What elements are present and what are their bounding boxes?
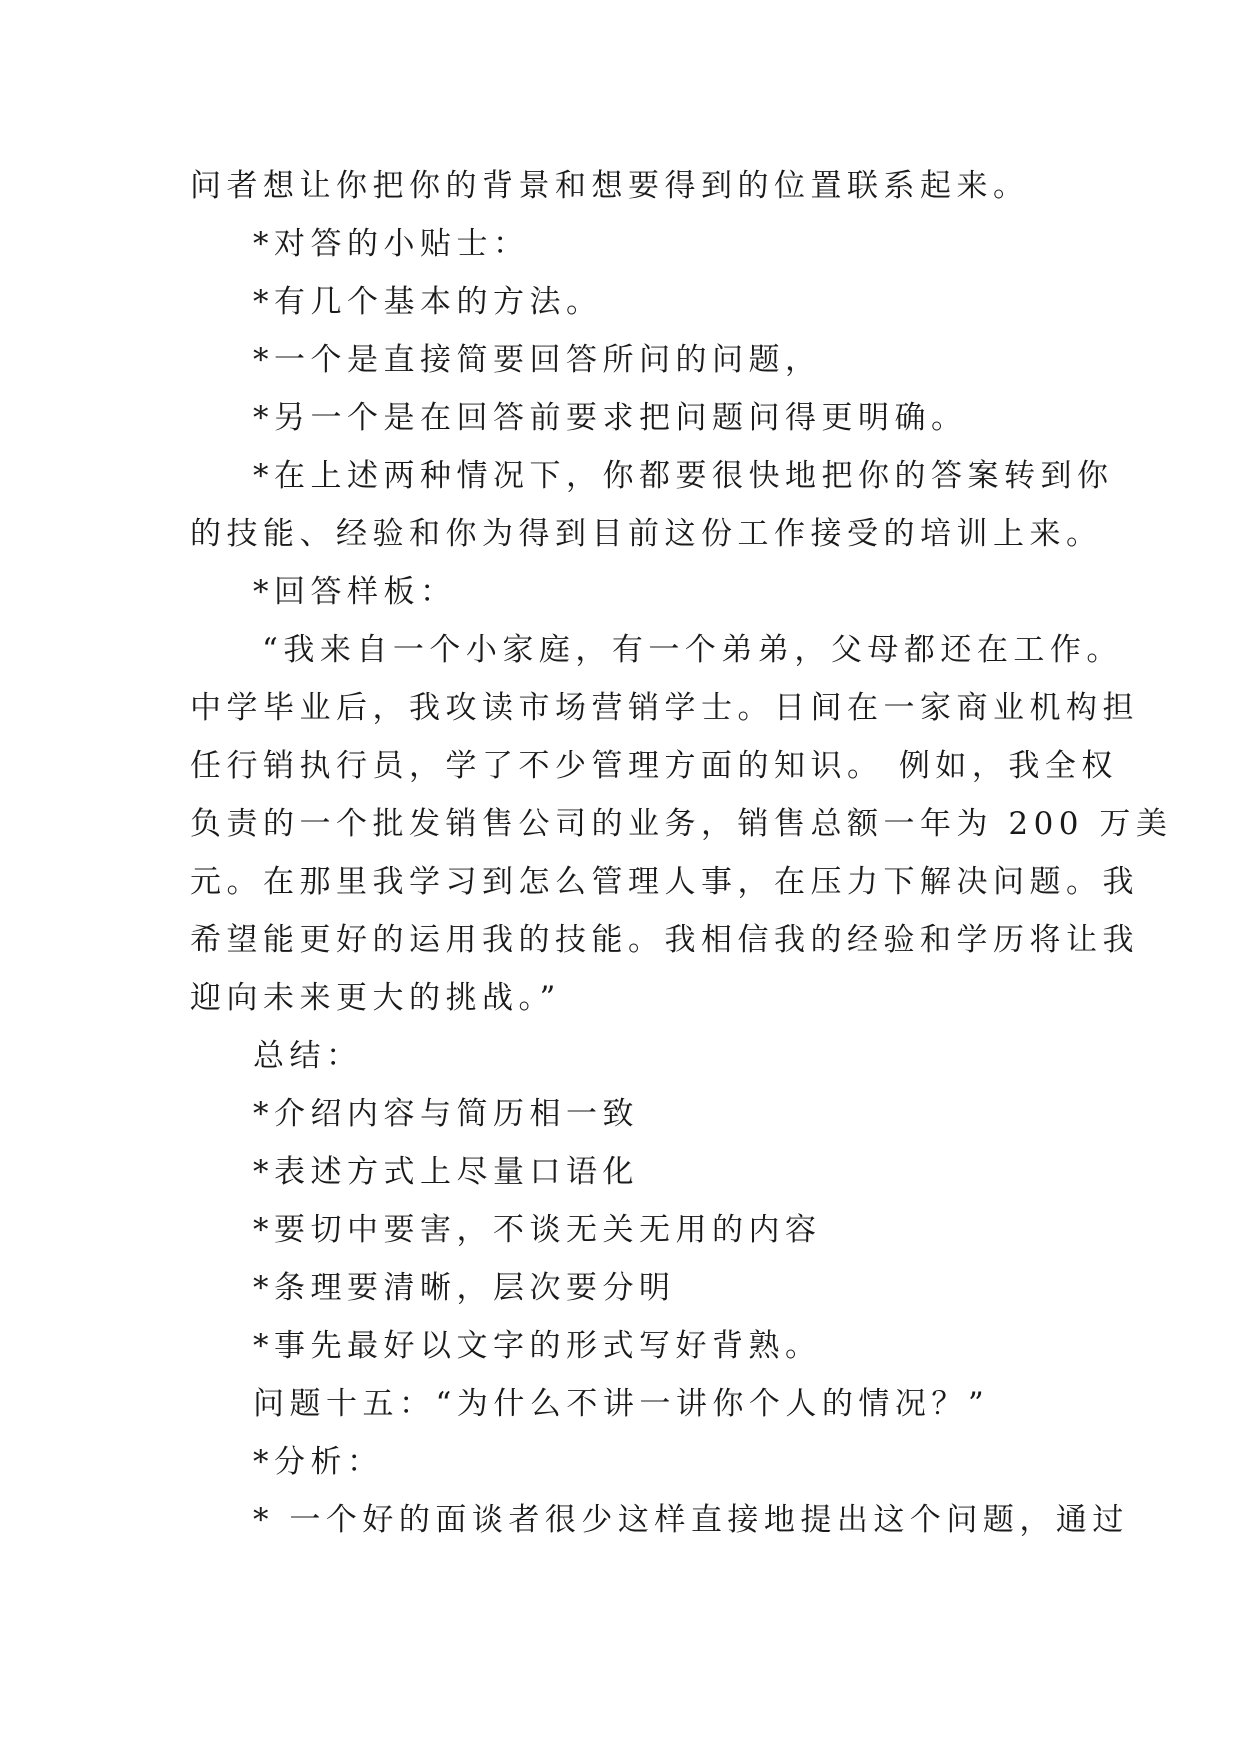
text-line: *有几个基本的方法。 <box>253 284 603 320</box>
text-line: *回答样板： <box>253 574 457 610</box>
text-line: 总结： <box>253 1038 363 1074</box>
text-line: 问题十五：“为什么不讲一讲你个人的情况？” <box>253 1386 990 1422</box>
text-line: *条理要清晰，层次要分明 <box>253 1270 676 1306</box>
text-line: *要切中要害，不谈无关无用的内容 <box>253 1212 822 1248</box>
text-line: 负责的一个批发销售公司的业务，销售总额一年为 200 万美 <box>190 806 1173 842</box>
text-line: *另一个是在回答前要求把问题问得更明确。 <box>253 400 968 436</box>
text-line: *对答的小贴士： <box>253 226 530 262</box>
text-line: 迎向未来更大的挑战。” <box>190 980 561 1016</box>
text-line: *介绍内容与简历相一致 <box>253 1096 639 1132</box>
text-line: *分析： <box>253 1444 384 1480</box>
text-line: *在上述两种情况下，你都要很快地把你的答案转到你 <box>253 458 1114 494</box>
text-line: “我来自一个小家庭，有一个弟弟，父母都还在工作。 <box>262 632 1123 668</box>
text-line: *事先最好以文字的形式写好背熟。 <box>253 1328 822 1364</box>
text-line: 任行销执行员，学了不少管理方面的知识。 例如，我全权 <box>190 748 1118 784</box>
text-line: 的技能、经验和你为得到目前这份工作接受的培训上来。 <box>190 516 1103 552</box>
text-line: * 一个好的面谈者很少这样直接地提出这个问题，通过 <box>253 1502 1129 1538</box>
text-line: 元。在那里我学习到怎么管理人事，在压力下解决问题。我 <box>190 864 1139 900</box>
text-line: 中学毕业后，我攻读市场营销学士。日间在一家商业机构担 <box>190 690 1139 726</box>
text-line: 希望能更好的运用我的技能。我相信我的经验和学历将让我 <box>190 922 1139 958</box>
text-line: *一个是直接简要回答所问的问题， <box>253 342 822 378</box>
text-line: *表述方式上尽量口语化 <box>253 1154 639 1190</box>
text-line: 问者想让你把你的背景和想要得到的位置联系起来。 <box>190 168 1030 204</box>
